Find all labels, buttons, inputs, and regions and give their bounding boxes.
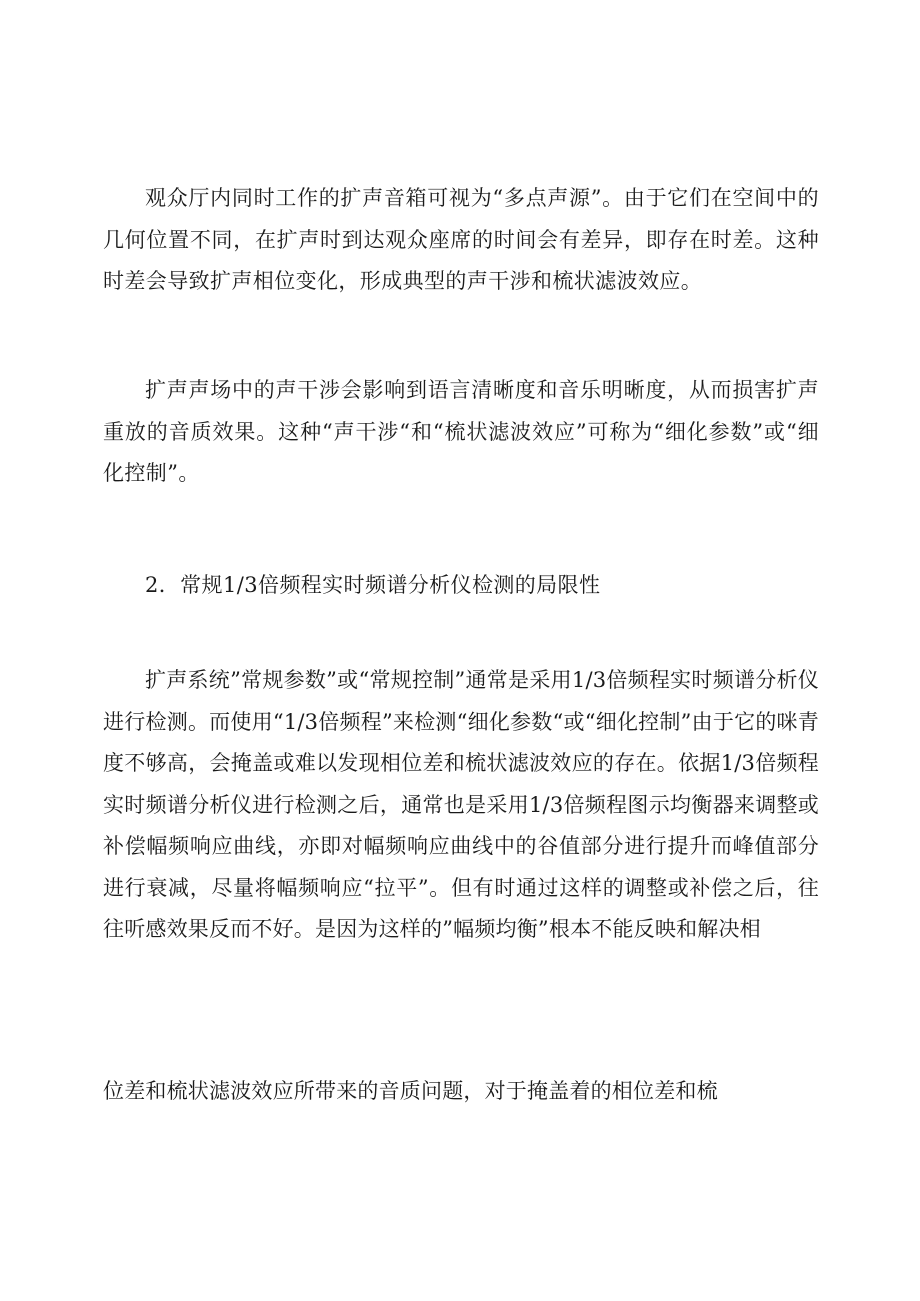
- section-heading: 2．常规1/3倍频程实时频谱分析仪检测的局限性: [145, 573, 601, 597]
- body-paragraph-multi-source: 观众厅内同时工作的扩声音箱可视为“多点声源”。由于它们在空间中的几何位置不同，在扩声时到达观众座席的时间会有差异，即存在时差。这种时差会导致扩声相位变化，形成典型的声干涉和梳状滤波效应。: [103, 186, 819, 293]
- body-paragraph-interference: 扩声声场中的声干涉会影响到语言清晰度和音乐明晰度，从而损害扩声重放的音质效果。这种“声干涉“和“梳状滤波效应”可称为“细化参数”或“细化控制”。: [103, 378, 819, 485]
- body-paragraph-continuation: 位差和梳状滤波效应所带来的音质问题，对于掩盖着的相位差和梳: [103, 1079, 718, 1103]
- body-paragraph-analyzer-limits: 扩声系统”常规参数”或“常规控制”通常是采用1/3倍频程实时频谱分析仪进行检测。而使用“1/3倍频程”来检测“细化参数“或“细化控制”由于它的咪青度不够高，会掩盖或难以发现相位差和梳状滤波效应的存在。依据1/3倍频程实时频谱分析仪进行检测之后，通常也是采用1/3倍频程图示均衡器来调整或补偿幅频响应曲线，亦即对幅频响应曲线中的谷值部分进行提升而峰值部分进行衰减，尽量将幅频响应“拉平”。但有时通过这样的调整或补偿之后，往往听感效果反而不好。是因为这样的”幅频均衡”根本不能反映和解决相: [103, 668, 819, 941]
